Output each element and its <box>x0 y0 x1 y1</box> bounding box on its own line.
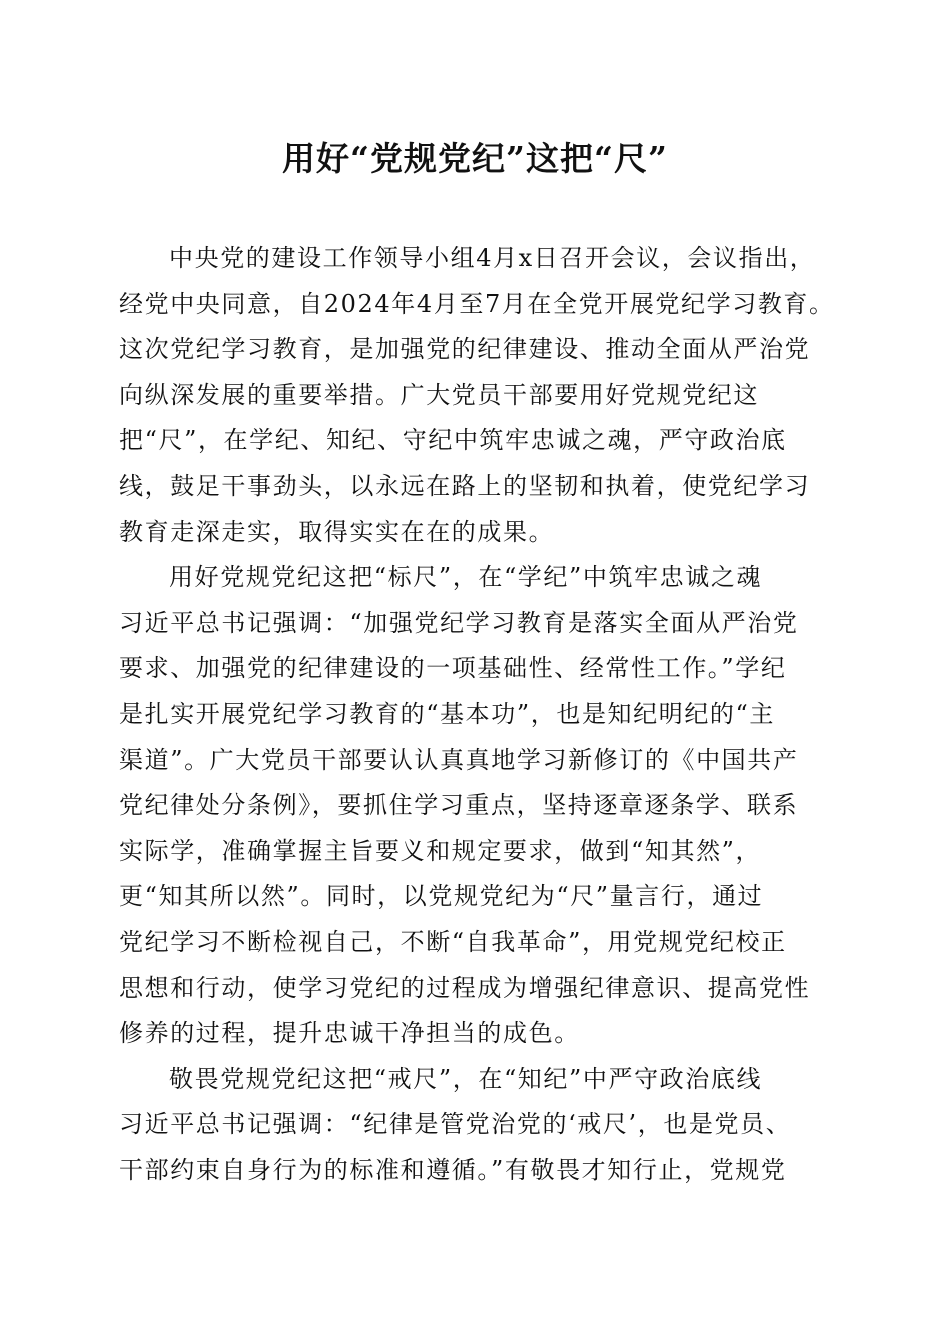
text-line: 修养的过程，提升忠诚干净担当的成色。 <box>119 1019 580 1048</box>
text-line: 线，鼓足干事劲头，以永远在路上的坚韧和执着，使党纪学习 <box>119 471 811 500</box>
text-line: 习近平总书记强调：“加强党纪学习教育是落实全面从严治党 <box>119 608 799 637</box>
text-line: 习近平总书记强调：“纪律是管党治党的‘戒尺’，也是党员、 <box>119 1110 792 1139</box>
document-title: 用好“党规党纪”这把“尺” <box>282 139 668 178</box>
text-line: 党纪律处分条例》，要抓住学习重点，坚持逐章逐条学、联系 <box>119 791 799 820</box>
text-line: 渠道”。广大党员干部要认认真真地学习新修订的《中国共产 <box>119 745 799 774</box>
text-line: 这次党纪学习教育，是加强党的纪律建设、推动全面从严治党 <box>119 335 811 364</box>
text-line: 是扎实开展党纪学习教育的“基本功”，也是知纪明纪的“主 <box>119 699 776 728</box>
text-line: 敬畏党规党纪这把“戒尺”，在“知纪”中严守政治底线 <box>169 1064 763 1093</box>
text-line: 把“尺”，在学纪、知纪、守纪中筑牢忠诚之魂，严守政治底 <box>119 426 787 455</box>
text-line: 要求、加强党的纪律建设的一项基础性、经常性工作。”学纪 <box>119 654 787 683</box>
text-line: 教育走深走实，取得实实在在的成果。 <box>119 517 555 546</box>
text-line: 经党中央同意，自2024年4月至7月在全党开展党纪学习教育。 <box>119 289 835 318</box>
text-line: 实际学，准确掌握主旨要义和规定要求，做到“知其然”， <box>119 836 762 865</box>
text-line: 干部约束自身行为的标准和遵循。”有敬畏才知行止，党规党 <box>119 1155 787 1184</box>
text-line: 思想和行动，使学习党纪的过程成为增强纪律意识、提高党性 <box>119 973 811 1002</box>
text-line: 更“知其所以然”。同时，以党规党纪为“尺”量言行，通过 <box>119 882 764 911</box>
text-line: 党纪学习不断检视自己，不断“自我革命”，用党规党纪校正 <box>119 927 787 956</box>
text-line: 用好党规党纪这把“标尺”，在“学纪”中筑牢忠诚之魂 <box>169 563 763 592</box>
text-line: 向纵深发展的重要举措。广大党员干部要用好党规党纪这 <box>119 380 759 409</box>
text-line: 中央党的建设工作领导小组4月x日召开会议，会议指出， <box>169 244 816 272</box>
document-body <box>119 236 839 1193</box>
